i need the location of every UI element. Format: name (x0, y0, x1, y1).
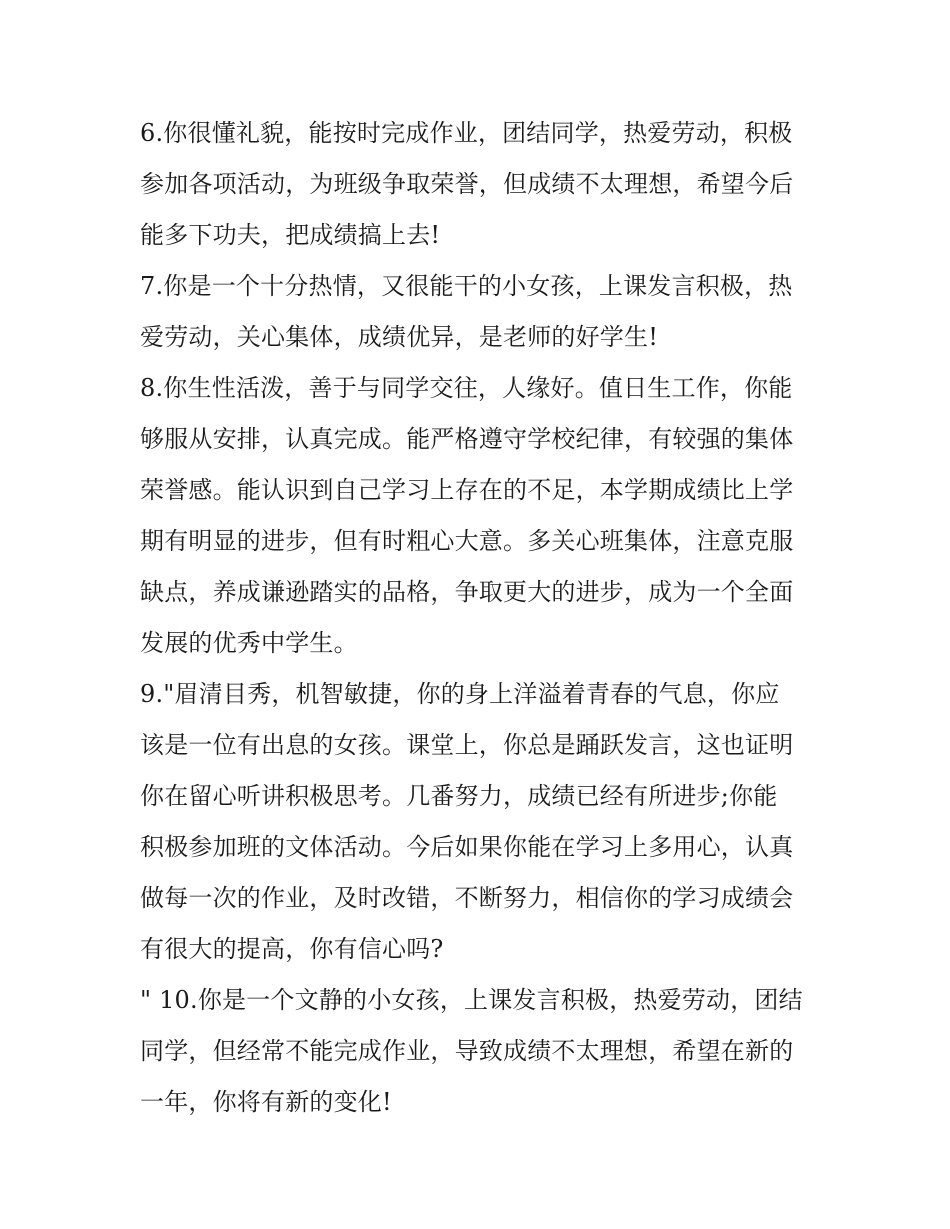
text-line: 该是一位有出息的女孩。课堂上，你总是踊跃发言，这也证明 (140, 731, 794, 759)
text-line: 做每一次的作业，及时改错，不断努力，相信你的学习成绩会 (140, 884, 794, 912)
text-line: 参加各项活动，为班级争取荣誉，但成绩不太理想，希望今后 (140, 170, 794, 198)
text-line: 6.你很懂礼貌，能按时完成作业，团结同学，热爱劳动，积极 (140, 119, 793, 147)
text-line: 9."眉清目秀，机智敏捷，你的身上洋溢着青春的气息，你应 (140, 680, 780, 708)
text-line: 同学，但经常不能完成作业，导致成绩不太理想，希望在新的 (140, 1037, 794, 1065)
text-line: 7.你是一个十分热情，又很能干的小女孩，上课发言积极，热 (140, 272, 793, 300)
text-line: 8.你生性活泼，善于与同学交往，人缘好。值日生工作，你能 (140, 374, 793, 402)
text-line: 够服从安排，认真完成。能严格遵守学校纪律，有较强的集体 (140, 425, 794, 453)
document-body (140, 108, 820, 1128)
text-line: 发展的优秀中学生。 (140, 629, 358, 657)
text-line: 期有明显的进步，但有时粗心大意。多关心班集体，注意克服 (140, 527, 794, 555)
text-line: 爱劳动，关心集体，成绩优异，是老师的好学生! (140, 323, 659, 351)
text-line: " 10.你是一个文静的小女孩，上课发言积极，热爱劳动，团结 (140, 986, 803, 1014)
text-line: 缺点，养成谦逊踏实的品格，争取更大的进步，成为一个全面 (140, 578, 794, 606)
text-line: 一年，你将有新的变化! (140, 1088, 392, 1116)
text-line: 荣誉感。能认识到自己学习上存在的不足，本学期成绩比上学 (140, 476, 794, 504)
text-line: 能多下功夫，把成绩搞上去! (140, 221, 441, 249)
text-line: 积极参加班的文体活动。今后如果你能在学习上多用心，认真 (140, 833, 794, 861)
text-line: 有很大的提高，你有信心吗? (140, 935, 444, 963)
text-line: 你在留心听讲积极思考。几番努力，成绩已经有所进步;你能 (140, 782, 778, 810)
